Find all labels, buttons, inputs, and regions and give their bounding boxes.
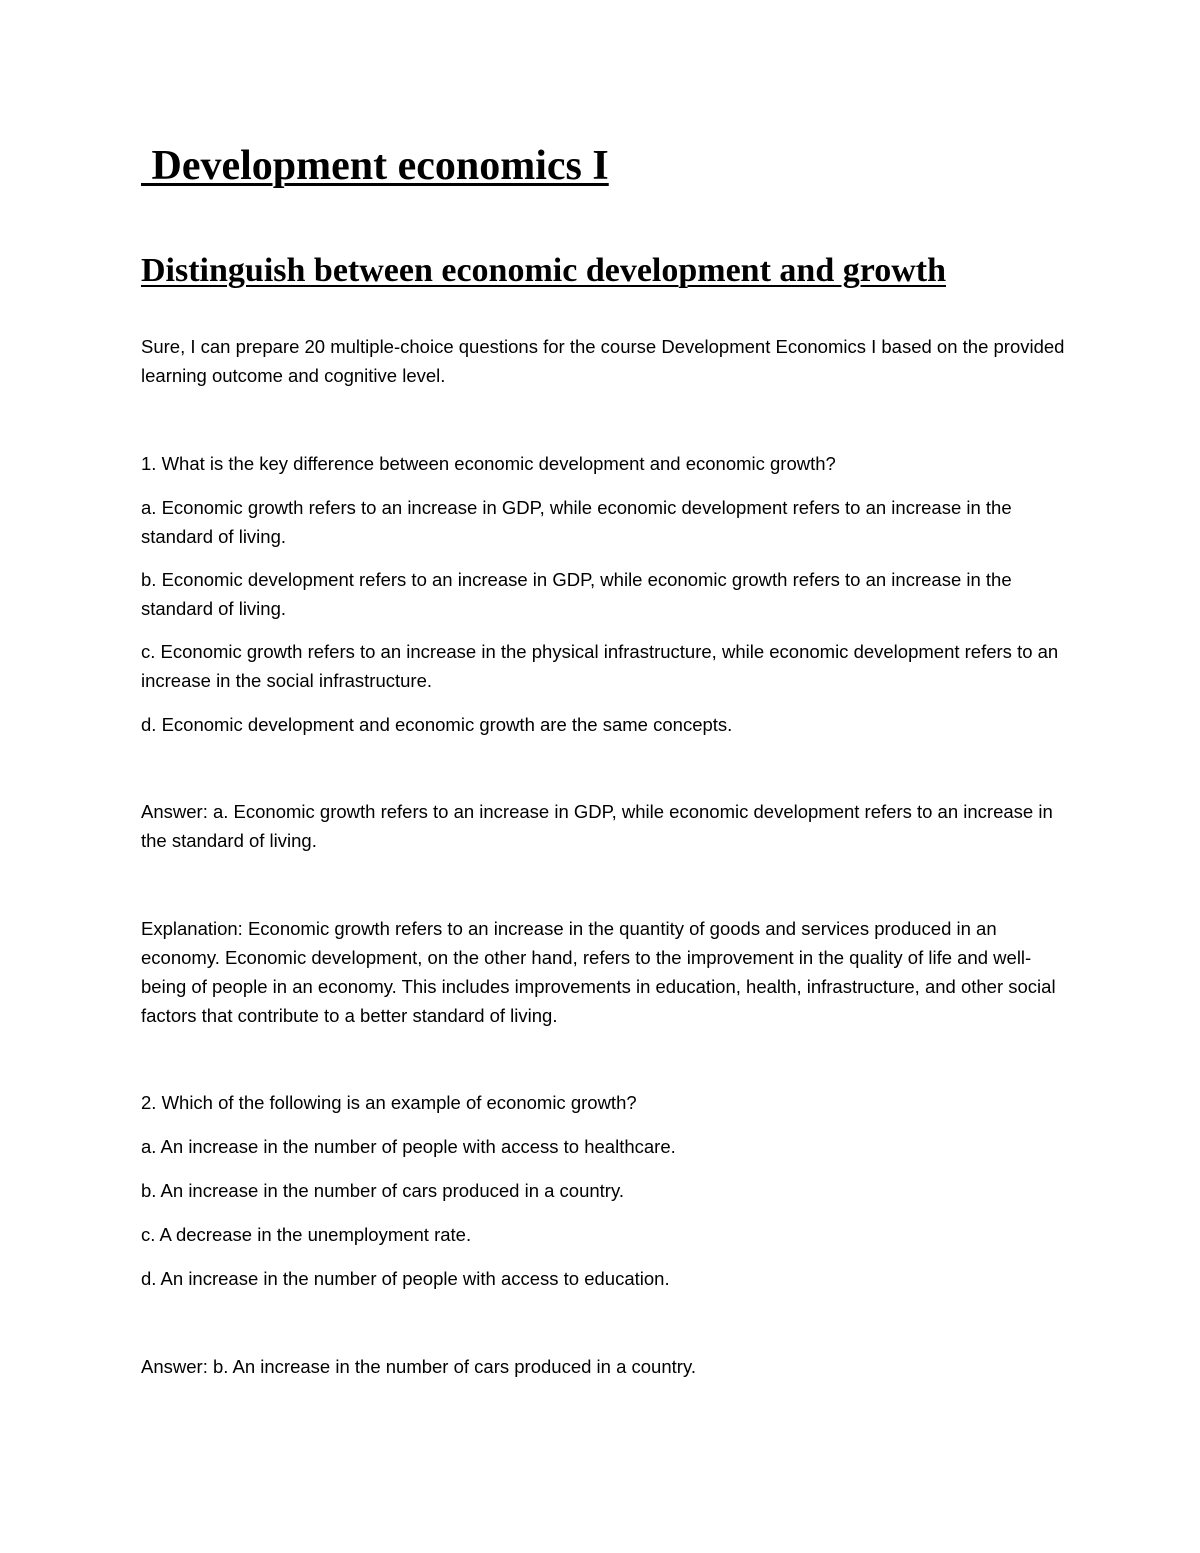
question-2-answer: Answer: b. An increase in the number of cars produced in a country. bbox=[141, 1356, 696, 1377]
question-1-explanation: Explanation: Economic growth refers to an increase in the quantity of goods and services produced in an economy. Economic development, on the other hand, refers to the improvement in the quality of life and well-being of people in an economy. This includes improvements in education, health, infrastructure, and other social factors that contribute to a better standard of living. bbox=[141, 918, 1056, 1026]
question-1-option-b: b. Economic development refers to an increase in GDP, while economic growth refers to an increase in the standard of living. bbox=[141, 569, 1012, 619]
document-title: Development economics I bbox=[141, 143, 609, 189]
question-2-text: 2. Which of the following is an example of economic growth? bbox=[141, 1092, 637, 1113]
question-1-option-c: c. Economic growth refers to an increase in the physical infrastructure, while economic development refers to an increase in the social infrastructure. bbox=[141, 641, 1059, 691]
question-2-option-c: c. A decrease in the unemployment rate. bbox=[141, 1224, 472, 1245]
question-1-answer: Answer: a. Economic growth refers to an increase in GDP, while economic development refers to an increase in the standard of living. bbox=[141, 801, 1053, 851]
question-2-option-d: d. An increase in the number of people with access to education. bbox=[141, 1268, 670, 1289]
question-1-option-d: d. Economic development and economic growth are the same concepts. bbox=[141, 714, 733, 735]
question-1-text: 1. What is the key difference between economic development and economic growth? bbox=[141, 453, 836, 474]
intro-paragraph: Sure, I can prepare 20 multiple-choice questions for the course Development Economics I based on the provided learning outcome and cognitive level. bbox=[141, 336, 1065, 386]
question-2-option-a: a. An increase in the number of people with access to healthcare. bbox=[141, 1136, 676, 1157]
question-2-option-b: b. An increase in the number of cars produced in a country. bbox=[141, 1180, 624, 1201]
document-subtitle: Distinguish between economic development and growth bbox=[141, 252, 946, 289]
question-1-option-a: a. Economic growth refers to an increase in GDP, while economic development refers to an increase in the standard of living. bbox=[141, 497, 1012, 547]
